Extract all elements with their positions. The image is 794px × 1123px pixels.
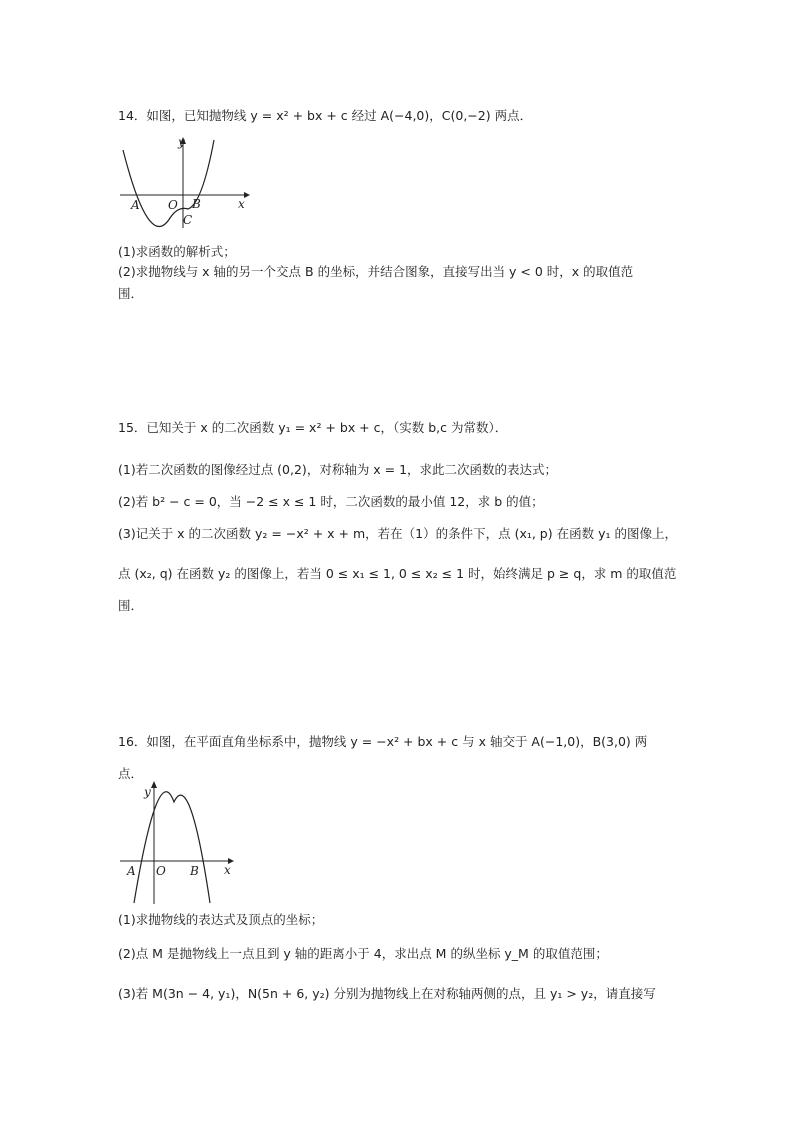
q16-fig-point-b: B	[190, 864, 199, 878]
q14-figure	[118, 134, 253, 230]
q16-fig-origin: O	[156, 864, 166, 878]
q15-sub2: (2)若 b² − c = 0，当 −2 ≤ x ≤ 1 时，二次函数的最小值 12，求 b 的值；	[118, 494, 544, 509]
q14-sub1: (1)求函数的解析式；	[118, 244, 236, 259]
q16-figure	[118, 778, 238, 906]
q16-sub3: (3)若 M(3n − 4, y₁)，N(5n + 6, y₂) 分别为抛物线上在对称轴两侧的点，且 y₁ > y₂，请直接写	[118, 986, 656, 1001]
q15-sub3-line1: (3)记关于 x 的二次函数 y₂ = −x² + x + m，若在（1）的条件下，点 (x₁, p) 在函数 y₁ 的图像上，	[118, 526, 677, 541]
q16-stem-line1: 16．如图，在平面直角坐标系中，抛物线 y = −x² + bx + c 与 x 轴交于 A(−1,0)，B(3,0) 两	[118, 734, 648, 749]
q14-fig-point-a: A	[131, 198, 140, 212]
q14-fig-y-label: y	[178, 135, 185, 149]
q16-fig-point-a: A	[127, 864, 136, 878]
q14-fig-point-b: B	[192, 197, 201, 211]
q16-stem-line2: 点．	[118, 766, 144, 781]
q14-fig-origin: O	[168, 198, 178, 212]
q15-sub3-line2: 点 (x₂, q) 在函数 y₂ 的图像上，若当 0 ≤ x₁ ≤ 1, 0 ≤ x₂ ≤ 1 时，始终满足 p ≥ q，求 m 的取值范	[118, 566, 677, 581]
q15-sub1: (1)若二次函数的图像经过点 (0,2)，对称轴为 x = 1，求此二次函数的表达式；	[118, 462, 558, 477]
q16-sub1: (1)求抛物线的表达式及顶点的坐标；	[118, 912, 324, 927]
q15-stem: 15．已知关于 x 的二次函数 y₁ = x² + bx + c，（实数 b,c 为常数）．	[118, 420, 508, 435]
q16-fig-y-label: y	[144, 785, 151, 799]
q15-sub3-line3: 围．	[118, 598, 144, 613]
q16-fig-x-label: x	[224, 863, 231, 877]
q14-fig-point-c: C	[183, 213, 193, 227]
q14-fig-x-label: x	[238, 197, 245, 211]
q14-sub2-line2: 围．	[118, 286, 144, 301]
q14-stem: 14．如图，已知抛物线 y = x² + bx + c 经过 A(−4,0)，C(0,−2) 两点．	[118, 108, 533, 123]
q14-sub2-line1: (2)求抛物线与 x 轴的另一个交点 B 的坐标，并结合图象，直接写出当 y < 0 时，x 的取值范	[118, 264, 634, 279]
q16-sub2: (2)点 M 是抛物线上一点且到 y 轴的距离小于 4，求出点 M 的纵坐标 y_M 的取值范围；	[118, 946, 608, 961]
